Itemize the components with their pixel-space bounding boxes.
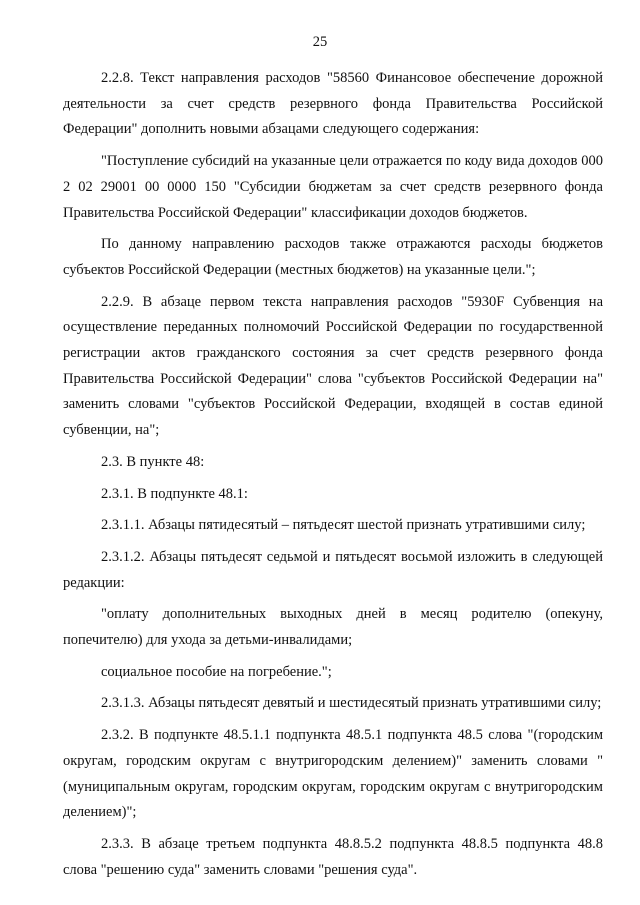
paragraph-2-3-2: 2.3.2. В подпункте 48.5.1.1 подпункта 48.5.1 подпункта 48.5 слова "(городским округам, городским округам с внутригородским делением)" заменить словами "(муниципальным округам, городским округам, городским округам с внутригородским делением)";: [63, 727, 603, 821]
paragraph-2-2-9: 2.2.9. В абзаце первом текста направления расходов "5930F Субвенция на осуществление переданных полномочий Российской Федерации по государственной регистрации актов гражданского состояния за счет средств резервного фонда Правительства Российской Федерации" слова "субъектов Российской Федерации на" заменить словами "субъектов Российской Федерации, входящей в состав единой субвенции, на";: [63, 293, 603, 439]
document-body: [63, 66, 603, 889]
paragraph-2-2-8: 2.2.8. Текст направления расходов "58560 Финансовое обеспечение дорожной деятельности за счет средств резервного фонда Правительства Российской Федерации" дополнить новыми абзацами следующего содержания:: [63, 70, 603, 138]
paragraph-quote-subsidies: "Поступление субсидий на указанные цели отражается по коду вида доходов 000 2 02 29001 00 0000 150 "Субсидии бюджетам за счет средств резервного фонда Правительства Российской Федерации" классификации доходов бюджетов.: [63, 153, 603, 221]
paragraph-2-3-1: 2.3.1. В подпункте 48.1:: [101, 485, 248, 502]
paragraph-quote-days-off: "оплату дополнительных выходных дней в месяц родителю (опекуну, попечителю) для ухода за детьми-инвалидами;: [63, 606, 603, 649]
paragraph-2-3-1-1: 2.3.1.1. Абзацы пятидесятый – пятьдесят шестой признать утратившими силу;: [101, 517, 586, 534]
paragraph-quote-expenses: По данному направлению расходов также отражаются расходы бюджетов субъектов Российской Федерации (местных бюджетов) на указанные цели.";: [63, 236, 603, 278]
page-number: 25: [312, 34, 328, 50]
paragraph-2-3-1-2: 2.3.1.2. Абзацы пятьдесят седьмой и пятьдесят восьмой изложить в следующей редакции:: [63, 548, 603, 591]
paragraph-2-3: 2.3. В пункте 48:: [101, 453, 205, 470]
paragraph-2-3-3: 2.3.3. В абзаце третьем подпункта 48.8.5.2 подпункта 48.8.5 подпункта 48.8 слова "решению суда" заменить словами "решения суда".: [63, 835, 603, 878]
paragraph-2-3-1-3: 2.3.1.3. Абзацы пятьдесят девятый и шестидесятый признать утратившими силу;: [101, 695, 602, 712]
paragraph-quote-burial: социальное пособие на погребение.";: [101, 663, 332, 680]
